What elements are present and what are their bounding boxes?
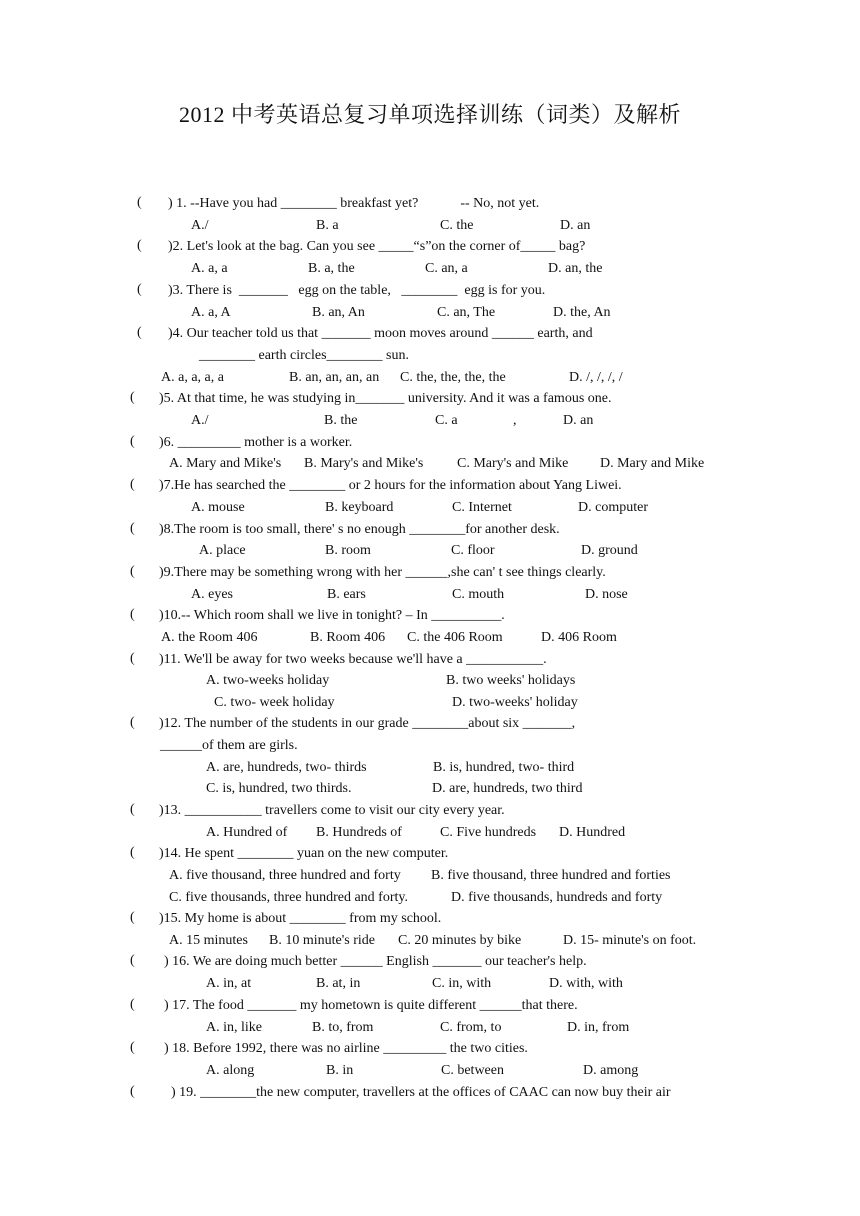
option-c: C. the 406 Room [407, 630, 503, 645]
option-d: D. two-weeks' holiday [452, 695, 578, 710]
option-c: C. floor [451, 543, 495, 558]
option-b: B. two weeks' holidays [446, 673, 576, 688]
question-stem: )7.He has searched the ________ or 2 hours for the information about Yang Liwei. [159, 478, 622, 493]
question-stem-continued: ________ earth circles________ sun. [199, 348, 409, 363]
question-stem: ) 16. We are doing much better ______ English _______ our teacher's help. [164, 954, 587, 969]
option-c: C. 20 minutes by bike [398, 933, 522, 948]
option-c: C. two- week holiday [214, 695, 335, 710]
option-d: D. computer [578, 500, 648, 515]
answer-paren: ( [130, 845, 135, 860]
question-stem: ) 1. --Have you had ________ breakfast yet? -- No, not yet. [168, 196, 540, 211]
option-d: D. the, An [553, 305, 611, 320]
option-a: A. in, at [206, 976, 252, 991]
option-c: C. an, The [437, 305, 496, 320]
option-a: A. 15 minutes [169, 933, 248, 948]
option-b: B. a [316, 218, 339, 233]
option-c: C. mouth [452, 587, 505, 602]
question-stem-continued: ______of them are girls. [160, 738, 298, 753]
option-a: A./ [191, 413, 209, 428]
answer-paren: ( [137, 195, 142, 210]
option-c: C. an, a [425, 261, 468, 276]
option-a: A. two-weeks holiday [206, 673, 330, 688]
answer-paren: ( [130, 1040, 135, 1055]
option-a: A. Hundred of [206, 825, 288, 840]
question-stem: )12. The number of the students in our grade ________about six _______, [159, 716, 576, 731]
question-stem: )6. _________ mother is a worker. [159, 435, 353, 450]
option-d: D. Mary and Mike [600, 456, 705, 471]
answer-paren: ( [130, 997, 135, 1012]
option-a: A. in, like [206, 1020, 262, 1035]
option-c: C. a [435, 413, 458, 428]
option-a: A. place [199, 543, 246, 558]
option-d: D. 406 Room [541, 630, 617, 645]
option-b: B. keyboard [325, 500, 394, 515]
option-a: A. along [206, 1063, 255, 1078]
answer-paren: ( [130, 564, 135, 579]
question-stem: )5. At that time, he was studying in_______ university. And it was a famous one. [159, 391, 612, 406]
option-a: A. eyes [191, 587, 233, 602]
option-d: D. /, /, /, / [569, 370, 623, 385]
answer-paren: ( [130, 521, 135, 536]
option-a: A. a, a, a, a [161, 370, 224, 385]
answer-paren: ( [137, 238, 142, 253]
document-title: 2012 中考英语总复习单项选择训练（词类）及解析 [178, 102, 681, 127]
question-stem: )11. We'll be away for two weeks because we'll have a ___________. [159, 652, 547, 667]
option-b: B. Hundreds of [316, 825, 402, 840]
question-stem: )8.The room is too small, there' s no enough ________for another desk. [159, 522, 560, 537]
option-d: D. Hundred [559, 825, 626, 840]
answer-paren: ( [137, 282, 142, 297]
option-b: B. ears [327, 587, 366, 602]
option-b: B. to, from [312, 1020, 374, 1035]
option-c: C. Mary's and Mike [457, 456, 569, 471]
option-b: B. the [324, 413, 358, 428]
question-stem: ) 17. The food _______ my hometown is quite different ______that there. [164, 998, 578, 1013]
option-d: D. are, hundreds, two third [432, 781, 583, 796]
answer-paren: ( [130, 607, 135, 622]
answer-paren: ( [130, 910, 135, 925]
option-b: B. Mary's and Mike's [304, 456, 424, 471]
option-c: C. five thousands, three hundred and forty. [169, 890, 408, 905]
option-d: D. 15- minute's on foot. [563, 933, 697, 948]
answer-paren: ( [130, 651, 135, 666]
option-b: B. an, an, an, an [289, 370, 380, 385]
answer-paren: ( [130, 434, 135, 449]
option-a: A. the Room 406 [161, 630, 258, 645]
answer-paren: ( [130, 390, 135, 405]
option-d: D. an, the [548, 261, 603, 276]
option-separator: , [513, 413, 517, 428]
answer-paren: ( [130, 1084, 135, 1099]
option-d: D. among [583, 1063, 639, 1078]
question-stem: )9.There may be something wrong with her ______,she can' t see things clearly. [159, 565, 606, 580]
answer-paren: ( [130, 477, 135, 492]
option-d: D. an [563, 413, 594, 428]
option-c: C. in, with [432, 976, 492, 991]
option-c: C. is, hundred, two thirds. [206, 781, 352, 796]
answer-paren: ( [130, 715, 135, 730]
option-c: C. between [441, 1063, 504, 1078]
option-b: B. at, in [316, 976, 361, 991]
option-b: B. 10 minute's ride [269, 933, 375, 948]
option-c: C. Five hundreds [440, 825, 537, 840]
question-stem: )13. ___________ travellers come to visit our city every year. [159, 803, 505, 818]
option-a: A./ [191, 218, 209, 233]
option-c: C. from, to [440, 1020, 502, 1035]
option-d: D. five thousands, hundreds and forty [451, 890, 663, 905]
question-stem: )15. My home is about ________ from my school. [159, 911, 442, 926]
option-b: B. is, hundred, two- third [433, 760, 575, 775]
option-d: D. an [560, 218, 591, 233]
option-b: B. five thousand, three hundred and forties [431, 868, 671, 883]
question-stem: )3. There is _______ egg on the table, ________ egg is for you. [168, 283, 546, 298]
answer-paren: ( [130, 802, 135, 817]
option-d: D. ground [581, 543, 638, 558]
question-stem: )14. He spent ________ yuan on the new computer. [159, 846, 449, 861]
option-c: C. the, the, the, the [400, 370, 506, 385]
option-b: B. room [325, 543, 371, 558]
answer-paren: ( [137, 325, 142, 340]
question-stem: )2. Let's look at the bag. Can you see _____“s”on the corner of_____ bag? [168, 239, 586, 254]
option-d: D. in, from [567, 1020, 630, 1035]
question-stem: ) 19. ________the new computer, travellers at the offices of CAAC can now buy their air [171, 1085, 671, 1100]
option-c: C. the [440, 218, 474, 233]
question-stem: )10.-- Which room shall we live in tonight? – In __________. [159, 608, 505, 623]
option-a: A. a, A [191, 305, 231, 320]
option-a: A. are, hundreds, two- thirds [206, 760, 367, 775]
option-a: A. Mary and Mike's [169, 456, 282, 471]
option-a: A. five thousand, three hundred and forty [169, 868, 401, 883]
option-a: A. a, a [191, 261, 228, 276]
option-b: B. in [326, 1063, 354, 1078]
option-d: D. with, with [549, 976, 623, 991]
option-a: A. mouse [191, 500, 245, 515]
option-c: C. Internet [452, 500, 512, 515]
option-b: B. a, the [308, 261, 355, 276]
option-b: B. an, An [312, 305, 365, 320]
option-b: B. Room 406 [310, 630, 386, 645]
question-stem: )4. Our teacher told us that _______ moon moves around ______ earth, and [168, 326, 593, 341]
option-d: D. nose [585, 587, 628, 602]
answer-paren: ( [130, 953, 135, 968]
question-stem: ) 18. Before 1992, there was no airline _________ the two cities. [164, 1041, 528, 1056]
